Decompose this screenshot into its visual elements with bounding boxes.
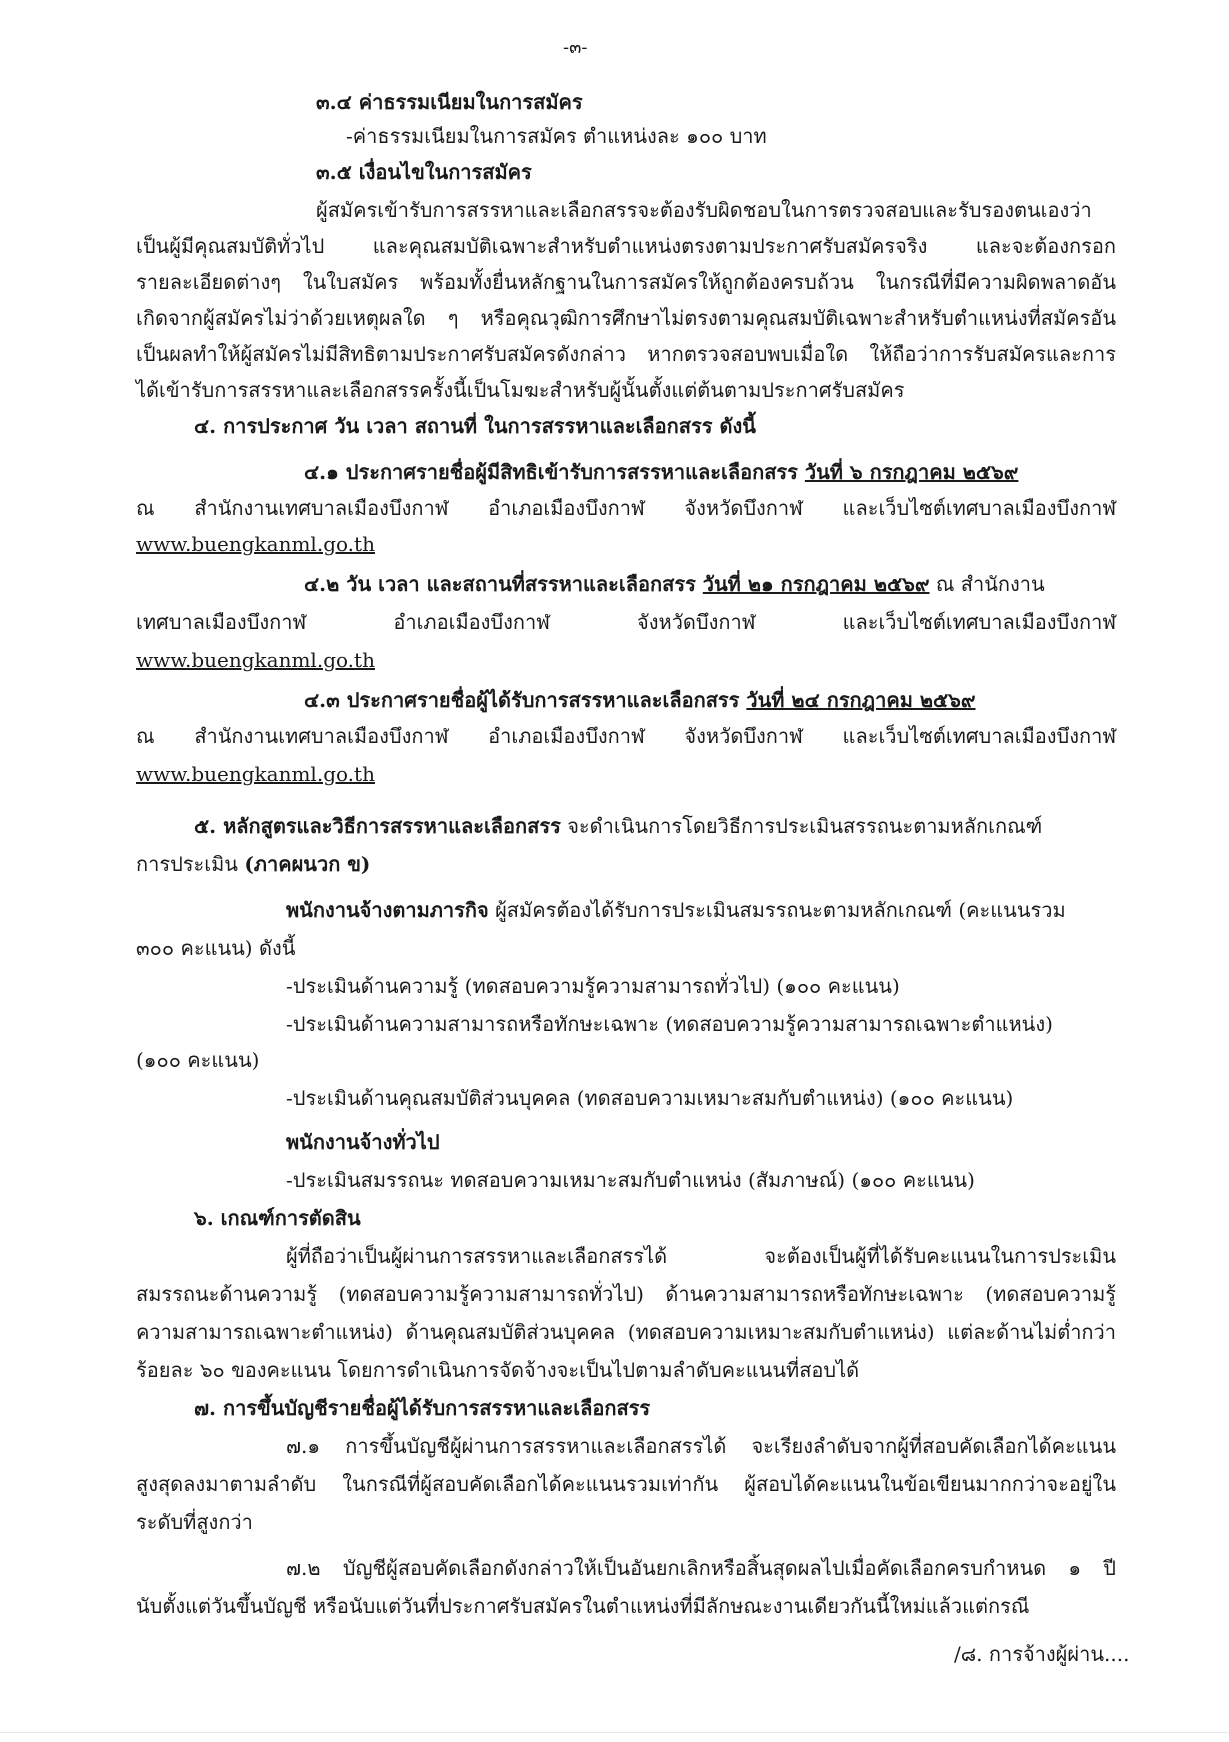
- website-link-text[interactable]: www.buengkanml.go.th: [136, 648, 375, 672]
- section-6-line: ร้อยละ ๖๐ ของคะแนน โดยการดำเนินการจัดจ้างจะเป็นไปตามลำดับคะแนนที่สอบได้: [136, 1358, 860, 1382]
- mission-staff-text: ผู้สมัครต้องได้รับการประเมินสมรรถนะตามหลักเกณฑ์ (คะแนนรวม: [488, 898, 1066, 922]
- section-7-1-line: ระดับที่สูงกว่า: [136, 1510, 253, 1534]
- section-3-5-line: ผู้สมัครเข้ารับการสรรหาและเลือกสรรจะต้องรับผิดชอบในการตรวจสอบและรับรองตนเองว่า: [316, 198, 1092, 222]
- section-5-heading: ๕. หลักสูตรและวิธีการสรรหาและเลือกสรร: [194, 814, 561, 838]
- page-number: -๓-: [563, 37, 588, 58]
- section-6-heading: ๖. เกณฑ์การตัดสิน: [194, 1206, 361, 1230]
- section-4-2-website-link[interactable]: [136, 646, 375, 674]
- section-4-1-lead: ๔.๑ ประกาศรายชื่อผู้มีสิทธิเข้ารับการสรรหาและเลือกสรร: [304, 460, 805, 484]
- mission-item-personal: -ประเมินด้านคุณสมบัติส่วนบุคคล (ทดสอบความเหมาะสมกับตำแหน่ง) (๑๐๐ คะแนน): [286, 1086, 1014, 1110]
- section-4-1-website-link[interactable]: [136, 530, 375, 558]
- section-3-5-line: เกิดจากผู้สมัครไม่ว่าด้วยเหตุผลใด ๆ หรือคุณวุฒิการศึกษาไม่ตรงตามคุณสมบัติเฉพาะสำหรับตำแหน่งที่สมัครอัน: [136, 306, 1116, 330]
- mission-staff-label: พนักงานจ้างตามภารกิจ: [286, 898, 489, 922]
- section-3-4-heading: ๓.๔ ค่าธรรมเนียมในการสมัคร: [316, 90, 583, 114]
- section-4-2-date: วันที่ ๒๑ กรกฎาคม ๒๕๖๙: [702, 572, 930, 596]
- section-4-2-lead: ๔.๒ วัน เวลา และสถานที่สรรหาและเลือกสรร: [304, 572, 703, 596]
- section-6-line: สมรรถนะด้านความรู้ (ทดสอบความรู้ความสามารถทั่วไป) ด้านความสามารถหรือทักษะเฉพาะ (ทดสอบความรู้: [136, 1282, 1116, 1306]
- section-5-line-2: [136, 850, 370, 878]
- section-5-line-2-text: การประเมิน: [136, 852, 245, 876]
- section-7-2-line: ๗.๒ บัญชีผู้สอบคัดเลือกดังกล่าวให้เป็นอันยกเลิกหรือสิ้นสุดผลไปเมื่อคัดเลือกครบกำหนด ๑ ปี: [286, 1556, 1116, 1580]
- section-3-4-text: -ค่าธรรมเนียมในการสมัคร ตำแหน่งละ ๑๐๐ บาท: [346, 124, 767, 148]
- continued-on-next-page: /๘. การจ้างผู้ผ่าน....: [954, 1642, 1130, 1666]
- section-5-heading-tail: จะดำเนินการโดยวิธีการประเมินสรรถนะตามหลักเกณฑ์: [560, 814, 1043, 838]
- general-staff-label: พนักงานจ้างทั่วไป: [286, 1130, 440, 1154]
- section-7-2-line: นับตั้งแต่วันขึ้นบัญชี หรือนับแต่วันที่ประกาศรับสมัครในตำแหน่งที่มีลักษณะงานเดียวกันนี้ใหม่แล้วแต่กรณี: [136, 1594, 1030, 1618]
- section-4-3-date: วันที่ ๒๔ กรกฎาคม ๒๕๖๙: [746, 688, 976, 712]
- section-5-heading-line: [194, 812, 1042, 840]
- section-4-3-lead: ๔.๓ ประกาศรายชื่อผู้ได้รับการสรรหาและเลือกสรร: [304, 688, 747, 712]
- mission-item-skill: -ประเมินด้านความสามารถหรือทักษะเฉพาะ (ทดสอบความรู้ความสามารถเฉพาะตำแหน่ง): [286, 1012, 1053, 1036]
- section-7-1-line: ๗.๑ การขึ้นบัญชีผู้ผ่านการสรรหาและเลือกสรรได้ จะเรียงลำดับจากผู้ที่สอบคัดเลือกได้คะแนน: [286, 1434, 1116, 1458]
- section-6-line: ความสามารถเฉพาะตำแหน่ง) ด้านคุณสมบัติส่วนบุคคล (ทดสอบความเหมาะสมกับตำแหน่ง) แต่ละด้านไม่ต่ำกว่า: [136, 1320, 1116, 1344]
- section-4-3-website-link[interactable]: [136, 760, 375, 788]
- mission-item-knowledge: -ประเมินด้านความรู้ (ทดสอบความรู้ความสามารถทั่วไป) (๑๐๐ คะแนน): [286, 974, 900, 998]
- general-item-interview: -ประเมินสมรรถนะ ทดสอบความเหมาะสมกับตำแหน่ง (สัมภาษณ์) (๑๐๐ คะแนน): [286, 1168, 975, 1192]
- website-link-text[interactable]: www.buengkanml.go.th: [136, 532, 375, 556]
- appendix-reference: (ภาคผนวก ข): [244, 852, 371, 876]
- section-7-1-line: สูงสุดลงมาตามลำดับ ในกรณีที่ผู้สอบคัดเลือกได้คะแนนรวมเท่ากัน ผู้สอบได้คะแนนในข้อเขียนมากกว่าจะอยู่ใน: [136, 1472, 1116, 1496]
- bottom-divider: [0, 1732, 1229, 1733]
- section-4-1-date: วันที่ ๖ กรกฎาคม ๒๕๖๙: [804, 460, 1019, 484]
- mission-staff-line: [286, 896, 1066, 924]
- mission-item-skill-score: (๑๐๐ คะแนน): [136, 1048, 260, 1072]
- section-4-2-tail: ณ สำนักงาน: [929, 572, 1045, 596]
- section-4-1-line: [304, 458, 1018, 486]
- website-link-text[interactable]: www.buengkanml.go.th: [136, 762, 375, 786]
- section-4-heading: ๔. การประกาศ วัน เวลา สถานที่ ในการสรรหาและเลือกสรร ดังนี้: [194, 414, 756, 438]
- section-4-3-line: [304, 686, 976, 714]
- section-4-3-location: ณ สำนักงานเทศบาลเมืองบึงกาฬ อำเภอเมืองบึงกาฬ จังหวัดบึงกาฬ และเว็บไซต์เทศบาลเมืองบึงกาฬ: [136, 724, 1116, 748]
- section-3-5-heading: ๓.๕ เงื่อนไขในการสมัคร: [316, 160, 532, 184]
- section-7-heading: ๗. การขึ้นบัญชีรายชื่อผู้ได้รับการสรรหาและเลือกสรร: [194, 1396, 651, 1420]
- section-6-line: ผู้ที่ถือว่าเป็นผู้ผ่านการสรรหาและเลือกสรรได้ จะต้องเป็นผู้ที่ได้รับคะแนนในการประเมิน: [286, 1244, 1116, 1268]
- section-3-5-line: เป็นผู้มีคุณสมบัติทั่วไป และคุณสมบัติเฉพาะสำหรับตำแหน่งตรงตามประกาศรับสมัครจริง และจะต้องกรอก: [136, 234, 1116, 258]
- section-4-2-location: เทศบาลเมืองบึงกาฬ อำเภอเมืองบึงกาฬ จังหวัดบึงกาฬ และเว็บไซต์เทศบาลเมืองบึงกาฬ: [136, 610, 1116, 634]
- section-3-5-line: รายละเอียดต่างๆ ในใบสมัคร พร้อมทั้งยื่นหลักฐานในการสมัครให้ถูกต้องครบถ้วน ในกรณีที่มีความผิดพลาดอัน: [136, 270, 1116, 294]
- section-4-2-line: [304, 570, 1045, 598]
- section-4-1-location: ณ สำนักงานเทศบาลเมืองบึงกาฬ อำเภอเมืองบึงกาฬ จังหวัดบึงกาฬ และเว็บไซต์เทศบาลเมืองบึงกาฬ: [136, 496, 1116, 520]
- mission-staff-total: ๓๐๐ คะแนน) ดังนี้: [136, 936, 296, 960]
- section-3-5-line: เป็นผลทำให้ผู้สมัครไม่มีสิทธิตามประกาศรับสมัครดังกล่าว หากตรวจสอบพบเมื่อใด ให้ถือว่าการรับสมัครและการ: [136, 342, 1116, 366]
- section-3-5-line: ได้เข้ารับการสรรหาและเลือกสรรครั้งนี้เป็นโมฆะสำหรับผู้นั้นตั้งแต่ต้นตามประกาศรับสมัคร: [136, 378, 905, 402]
